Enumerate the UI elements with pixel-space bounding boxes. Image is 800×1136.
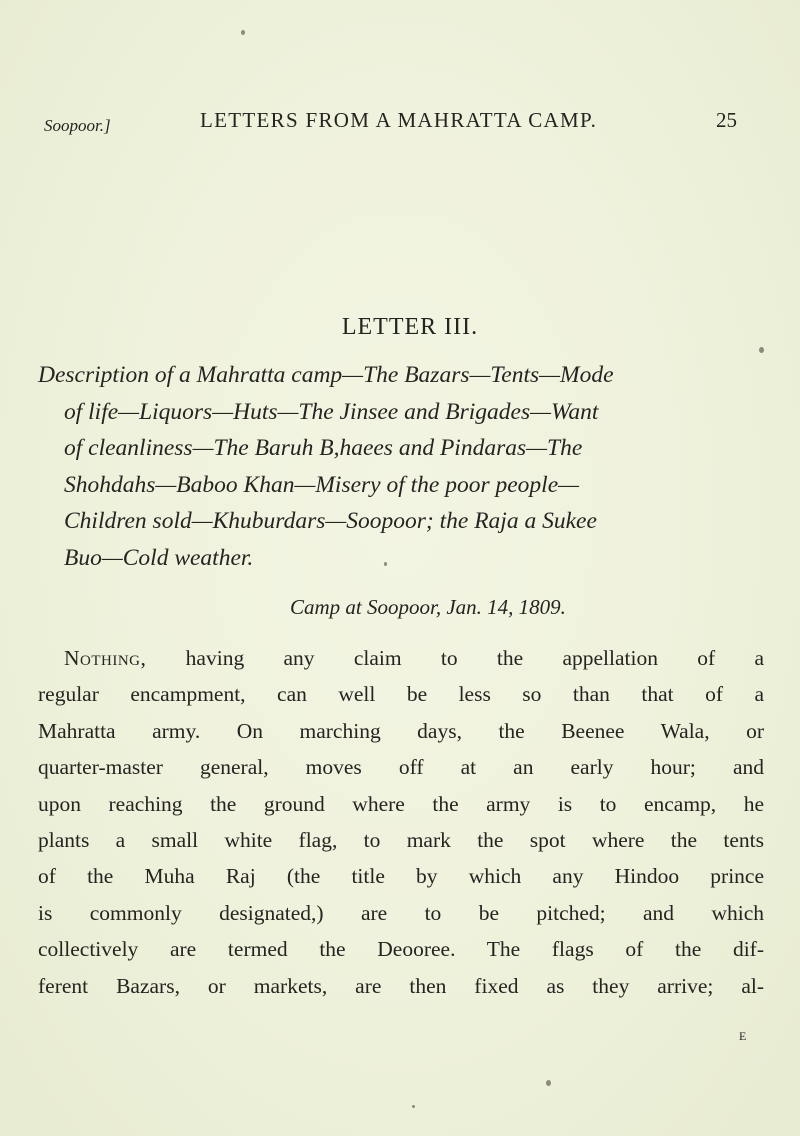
paper-speck (759, 347, 764, 353)
section-label: Soopoor.] (44, 116, 111, 135)
synopsis-line: Description of a Mahratta camp—The Bazars—Tents—Mode (38, 362, 614, 388)
body-line: Mahratta army. On marching days, the Beenee Wala, or (38, 718, 764, 743)
body-line: plants a small white flag, to mark the spot where the tents (38, 828, 764, 853)
body-line: collectively are termed the Deooree. The flags of the dif- (38, 937, 764, 962)
body-line: upon reaching the ground where the army is to encamp, he (38, 791, 764, 816)
paper-speck (546, 1080, 551, 1086)
body-line: quarter-master general, moves off at an early hour; and (38, 755, 764, 780)
paper-speck (241, 30, 245, 35)
running-header (0, 108, 800, 142)
synopsis-line: Children sold—Khuburdars—Soopoor; the Raja a Sukee (64, 508, 597, 534)
body-line (38, 640, 764, 676)
opening-word: Nothing, (64, 646, 147, 670)
synopsis-line: Shohdahs—Baboo Khan—Misery of the poor people— (64, 471, 580, 498)
paper-speck (412, 1105, 415, 1108)
synopsis-line: of life—Liquors—Huts—The Jinsee and Brigades—Want (64, 398, 599, 425)
body-line: of the Muha Raj (the title by which any Hindoo prince (38, 864, 764, 889)
synopsis-line: Buo—Cold weather. (64, 544, 254, 571)
signature-mark: E (739, 1029, 747, 1043)
page-number: 25 (716, 108, 737, 132)
body-line: regular encampment, can well be less so than that of a (38, 682, 764, 707)
dateline-text: Camp at Soopoor, Jan. 14, 1809. (290, 595, 566, 619)
synopsis-line: of cleanliness—The Baruh B,haees and Pindaras—The (64, 435, 583, 461)
paper-speck (384, 562, 387, 566)
running-title: LETTERS FROM A MAHRATTA CAMP. (200, 108, 598, 132)
letter-body (38, 640, 764, 1004)
body-line: is commonly designated,) are to be pitched; and which (38, 900, 764, 925)
first-line-rest: having any claim to the appellation of a (146, 646, 764, 670)
letter-heading-text: LETTER III. (341, 314, 479, 340)
letter-synopsis (38, 357, 764, 576)
letter-heading (0, 314, 800, 341)
body-line: ferent Bazars, or markets, are then fixed as they arrive; al- (38, 973, 764, 998)
